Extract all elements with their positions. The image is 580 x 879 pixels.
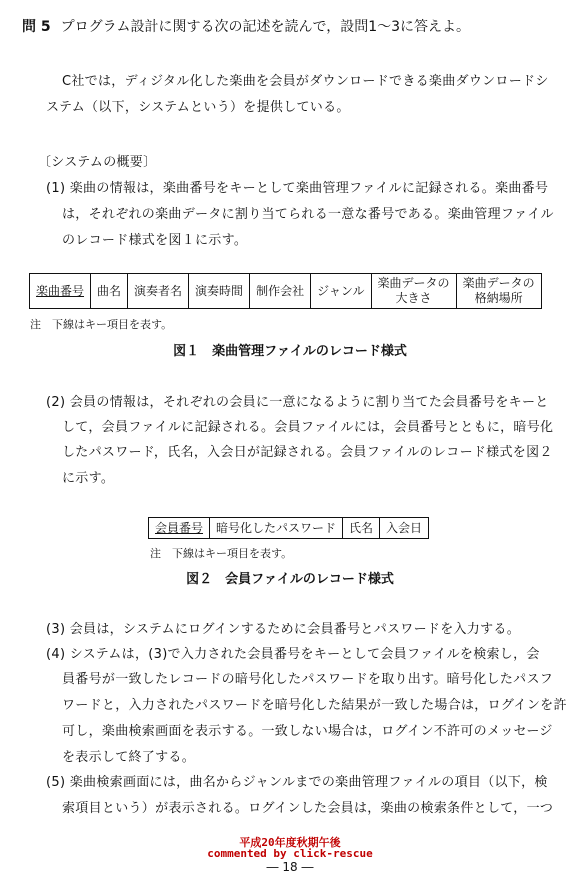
- fig1-field: 制作会社: [250, 274, 311, 309]
- footer-exam-label: 平成20年度秋期午後: [239, 836, 341, 849]
- item1-line-2: は，それぞれの楽曲データに割り当てられる一意な番号である。楽曲管理ファイル: [62, 207, 554, 222]
- item4-line-5: を表示して終了する。: [62, 750, 196, 765]
- item4-line-4: 可し，楽曲検索画面を表示する。一致しない場合は，ログイン不許可のメッセージ: [62, 724, 553, 739]
- intro-line-1: C社では，ディジタル化した楽曲を会員がダウンロードできる楽曲ダウンロードシ: [62, 74, 549, 89]
- fig1-note: 注 下線はキー項目を表す。: [30, 318, 173, 331]
- item2-line-3: したパスワード，氏名，入会日が記録される。会員ファイルのレコード様式を図２: [62, 445, 553, 460]
- fig1-field: 楽曲データの 格納場所: [456, 274, 541, 309]
- item1-line-1: (1) 楽曲の情報は，楽曲番号をキーとして楽曲管理ファイルに記録される。楽曲番号: [46, 181, 549, 196]
- fig1-field: ジャンル: [311, 274, 371, 309]
- page-number: ― 18 ―: [266, 860, 314, 874]
- intro-line-2: ステム（以下，システムという）を提供している。: [46, 100, 350, 115]
- fig2-note: 注 下線はキー項目を表す。: [150, 547, 293, 560]
- fig2-field: 氏名: [343, 518, 380, 539]
- fig1-field: 演奏者名: [128, 274, 189, 309]
- fig2-caption: 図２ 会員ファイルのレコード様式: [186, 572, 394, 587]
- footer-credit: commented by click-rescue: [207, 847, 373, 860]
- item4-line-2: 員番号が一致したレコードの暗号化したパスワードを取り出す。暗号化したパスフ: [62, 672, 554, 687]
- fig1-field: 楽曲データの 大きさ: [371, 274, 456, 309]
- fig2-field: 会員番号: [149, 518, 210, 539]
- item1-line-3: のレコード様式を図１に示す。: [62, 233, 248, 248]
- fig1-caption: 図１ 楽曲管理ファイルのレコード様式: [173, 344, 407, 359]
- question-number: 問 5: [22, 19, 51, 35]
- item4-line-3: ワードと，入力されたパスワードを暗号化した結果が一致した場合は，ログインを許: [62, 698, 567, 713]
- item5-line-2: 索項目という）が表示される。ログインした会員は，楽曲の検索条件として，一つ: [62, 801, 554, 816]
- fig2-field: 暗号化したパスワード: [210, 518, 343, 539]
- question-title: プログラム設計に関する次の記述を読んで，設問1～3に答えよ。: [60, 19, 471, 35]
- overview-heading: 〔システムの概要〕: [38, 155, 157, 170]
- item2-line-2: して，会員ファイルに記録される。会員ファイルには，会員番号とともに，暗号化: [62, 420, 554, 435]
- item4-line-1: (4) システムは，(3)で入力された会員番号をキーとして会員ファイルを検索し，会: [46, 647, 540, 662]
- fig1-field: 演奏時間: [189, 274, 250, 309]
- fig2-record-table: [148, 517, 429, 539]
- fig1-field: 楽曲番号: [30, 274, 91, 309]
- fig1-record-table: [29, 273, 542, 309]
- item2-line-1: (2) 会員の情報は，それぞれの会員に一意になるように割り当てた会員番号をキーと: [46, 395, 549, 410]
- item5-line-1: (5) 楽曲検索画面には，曲名からジャンルまでの楽曲管理ファイルの項目（以下，検: [46, 775, 548, 790]
- fig1-field: 曲名: [91, 274, 128, 309]
- question-header: [22, 16, 470, 36]
- fig2-field: 入会日: [380, 518, 429, 539]
- item3-line-1: (3) 会員は，システムにログインするために会員番号とパスワードを入力する。: [46, 622, 520, 637]
- item2-line-4: に示す。: [62, 471, 115, 486]
